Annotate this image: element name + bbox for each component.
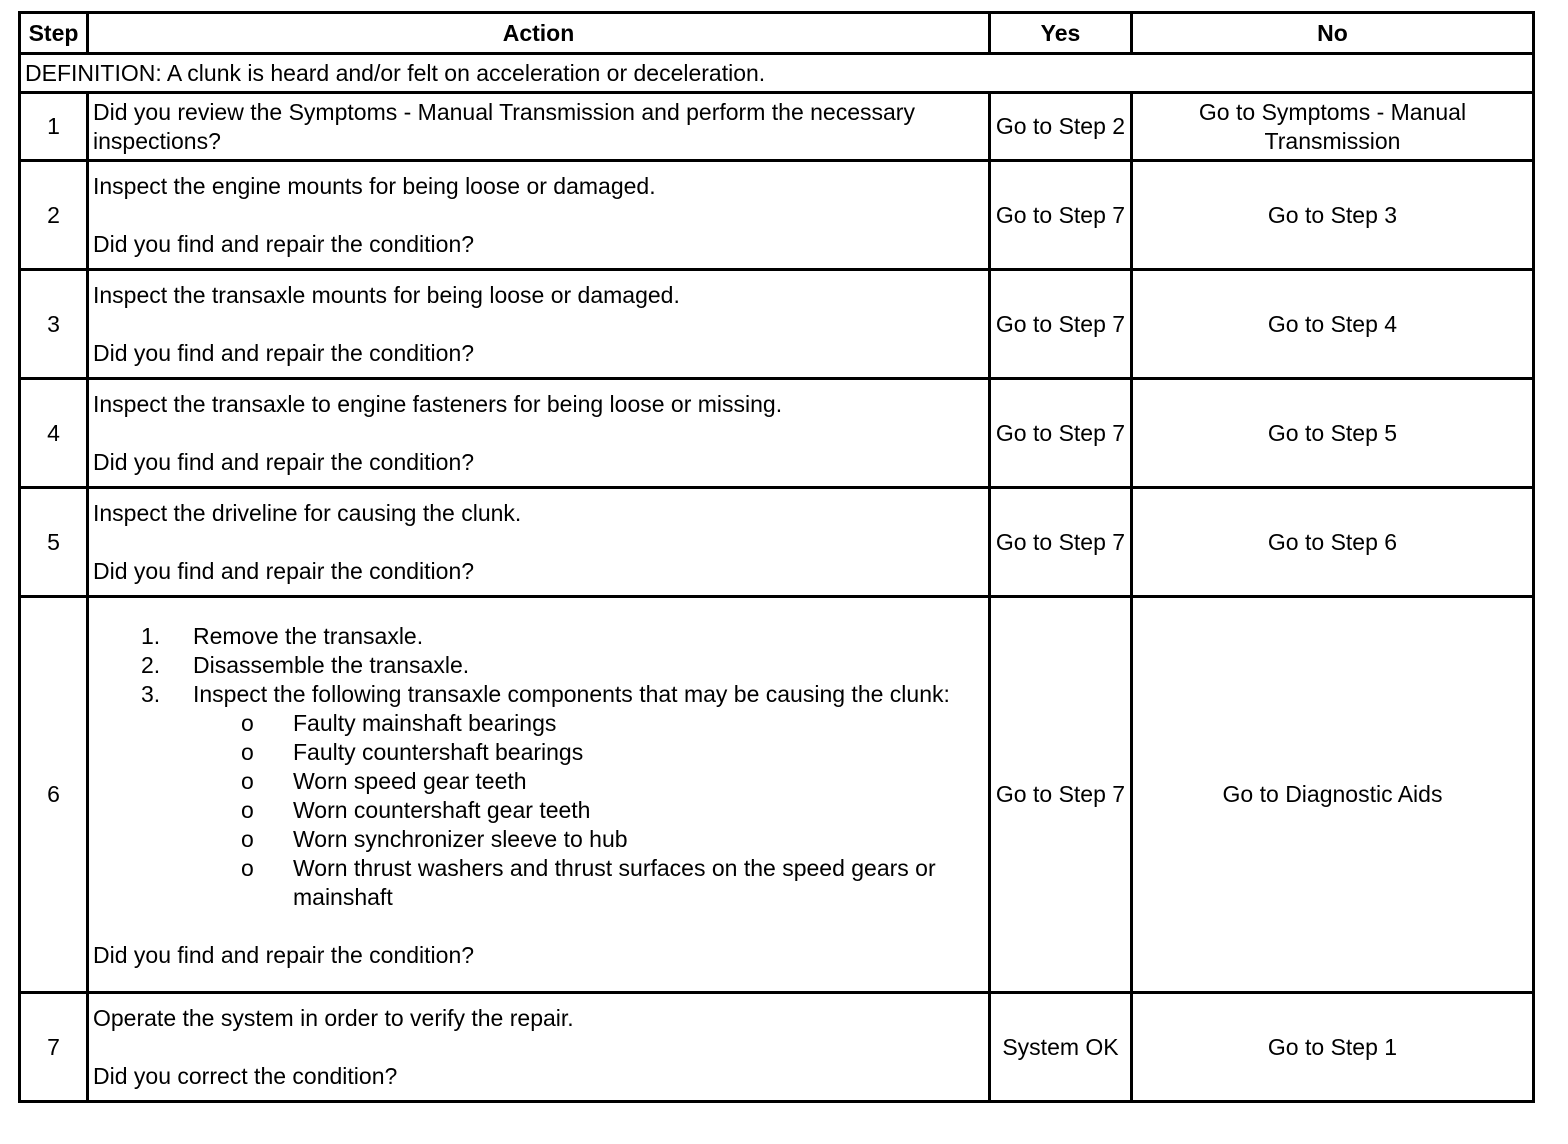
action-question: Did you find and repair the condition? [93,557,475,584]
component-list [193,709,984,912]
definition-row [20,54,1534,93]
list-text: Inspect the following transaxle components that may be causing the clunk: [193,680,950,707]
bullet-icon: o [241,767,254,794]
list-item [141,622,984,651]
step-number: 4 [20,379,88,488]
step-number: 7 [20,993,88,1102]
step-number: 6 [20,597,88,993]
bullet-icon: o [241,796,254,823]
list-item [241,767,984,796]
yes-result: Go to Step 7 [990,379,1132,488]
yes-result: Go to Step 7 [990,488,1132,597]
action-text: Operate the system in order to verify the repair. [93,1004,574,1031]
step-number: 1 [20,93,88,161]
table-row [20,93,1534,161]
list-number: 1. [141,622,161,649]
header-no: No [1132,13,1534,54]
bullet-icon: o [241,854,254,881]
no-result: Go to Step 3 [1132,161,1534,270]
list-item [241,854,984,912]
yes-result: Go to Step 7 [990,597,1132,993]
list-number: 3. [141,680,161,707]
action-text: Inspect the transaxle mounts for being loose or damaged. [93,281,680,308]
no-result: Go to Symptoms - Manual Transmission [1132,93,1534,161]
action-cell [88,488,990,597]
table-row [20,993,1534,1102]
bullet-icon: o [241,709,254,736]
list-text: Worn thrust washers and thrust surfaces on the speed gears or mainshaft [293,854,936,910]
table-row [20,379,1534,488]
list-item [241,796,984,825]
no-result: Go to Step 4 [1132,270,1534,379]
action-cell [88,270,990,379]
action-question: Did you correct the condition? [93,1062,398,1089]
yes-result: Go to Step 7 [990,161,1132,270]
list-item [241,738,984,767]
no-result: Go to Step 1 [1132,993,1534,1102]
step-number: 3 [20,270,88,379]
table-row [20,270,1534,379]
list-number: 2. [141,651,161,678]
action-cell [88,993,990,1102]
action-text: Inspect the transaxle to engine fasteners for being loose or missing. [93,390,783,417]
action-question: Did you find and repair the condition? [93,448,475,475]
action-question: Did you find and repair the condition? [93,230,475,257]
no-result: Go to Diagnostic Aids [1132,597,1534,993]
action-text: Inspect the engine mounts for being loose or damaged. [93,172,656,199]
header-step: Step [20,13,88,54]
action-cell [88,161,990,270]
action-text: Inspect the driveline for causing the clunk. [93,499,522,526]
diagnostic-table [18,11,1535,1103]
definition-text: DEFINITION: A clunk is heard and/or felt on acceleration or deceleration. [20,54,1534,93]
list-item [241,709,984,738]
action-cell [88,597,990,993]
action-question: Did you find and repair the condition? [93,941,475,968]
no-result: Go to Step 5 [1132,379,1534,488]
yes-result: System OK [990,993,1132,1102]
action-text: Did you review the Symptoms - Manual Transmission and perform the necessary inspections? [88,93,990,161]
no-result: Go to Step 6 [1132,488,1534,597]
list-text: Remove the transaxle. [193,622,424,649]
table-row [20,597,1534,993]
header-action: Action [88,13,990,54]
table-row [20,161,1534,270]
table-row [20,488,1534,597]
list-text: Disassemble the transaxle. [193,651,470,678]
header-row [20,13,1534,54]
list-text: Faulty mainshaft bearings [293,709,557,736]
yes-result: Go to Step 2 [990,93,1132,161]
list-item [141,680,984,912]
yes-result: Go to Step 7 [990,270,1132,379]
procedure-list [93,622,984,912]
list-item [141,651,984,680]
bullet-icon: o [241,825,254,852]
list-item [241,825,984,854]
step-number: 5 [20,488,88,597]
action-question: Did you find and repair the condition? [93,339,475,366]
bullet-icon: o [241,738,254,765]
list-text: Worn countershaft gear teeth [293,796,591,823]
action-cell [88,379,990,488]
step-number: 2 [20,161,88,270]
list-text: Worn synchronizer sleeve to hub [293,825,628,852]
list-text: Worn speed gear teeth [293,767,527,794]
header-yes: Yes [990,13,1132,54]
list-text: Faulty countershaft bearings [293,738,584,765]
